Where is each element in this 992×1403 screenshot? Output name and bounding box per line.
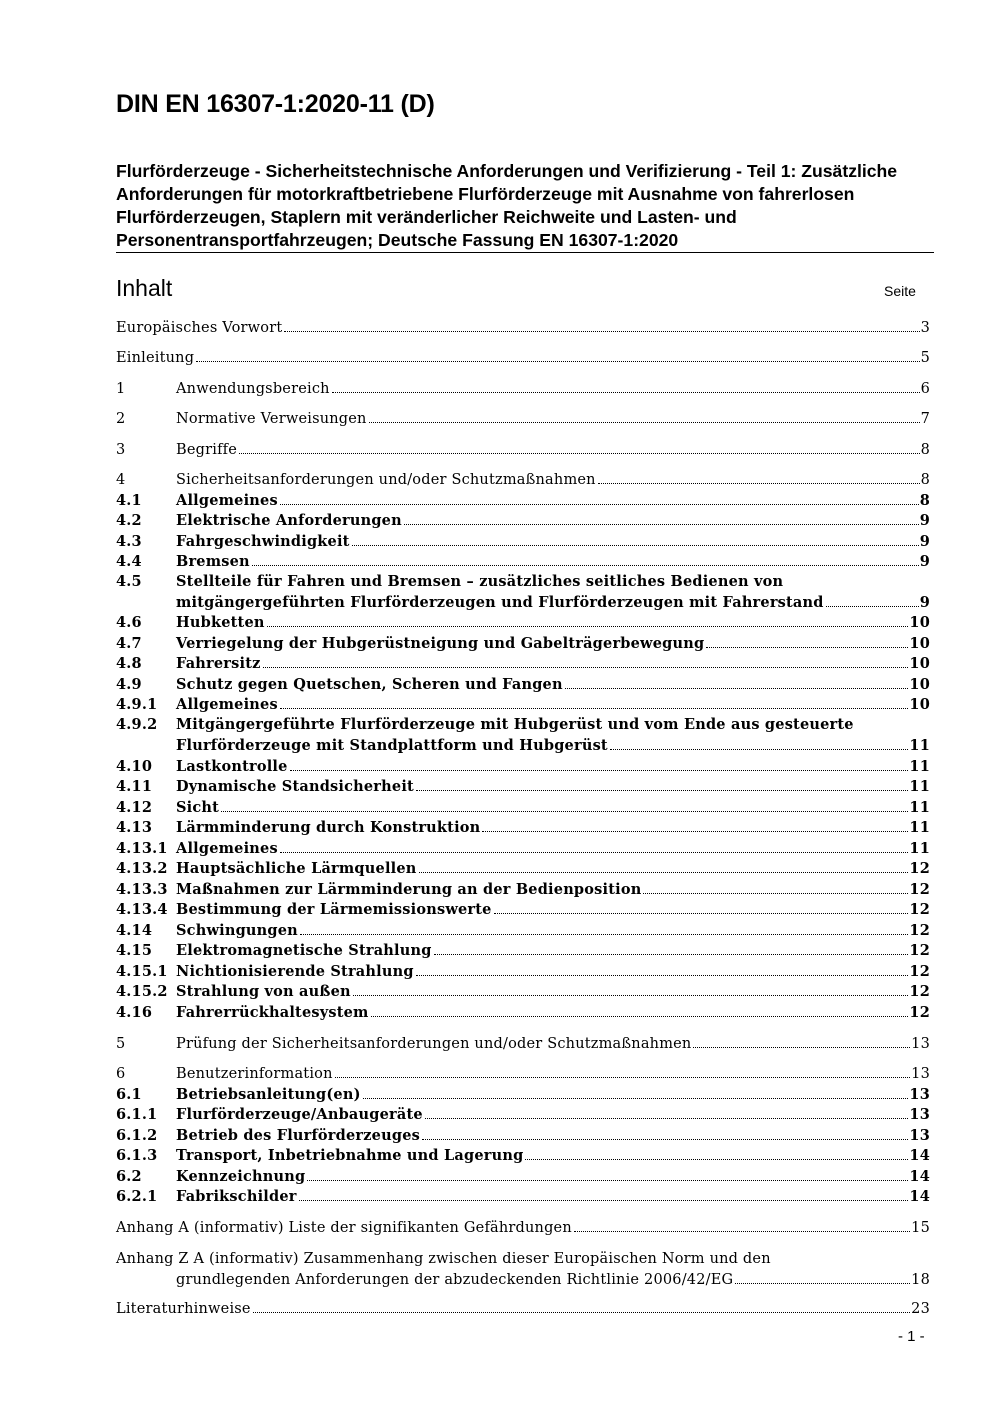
toc-entry-page: 12 <box>909 922 930 939</box>
toc-entry-title: Verriegelung der Hubgerüstneigung und Gabelträgerbewegung <box>176 635 705 652</box>
toc-entry-page: 12 <box>909 963 930 980</box>
toc-entry-title: Sicht <box>176 799 220 816</box>
toc-leader-dots <box>371 1015 909 1017</box>
toc-entry[interactable] <box>116 1085 930 1106</box>
toc-leader-dots <box>565 687 909 689</box>
toc-entry-title: Begriffe <box>176 442 238 458</box>
toc-entry-title: Nichtionisierende Strahlung <box>176 963 414 980</box>
toc-entry-title: Stellteile für Fahren und Bremsen – zusätzliches seitliches Bedienen von <box>176 573 784 590</box>
toc-entry-number: 6.1.1 <box>116 1106 158 1123</box>
toc-entry-number: 6 <box>116 1066 126 1082</box>
toc-entry-title: Kennzeichnung <box>176 1168 306 1185</box>
toc-entry-page: 13 <box>911 1066 930 1082</box>
toc-entry[interactable] <box>116 491 930 512</box>
toc-entry-title: Prüfung der Sicherheitsanforderungen und/oder Schutzmaßnahmen <box>176 1036 692 1052</box>
toc-entry-number: 6.2 <box>116 1168 142 1185</box>
toc-entry-page: 14 <box>909 1147 930 1164</box>
toc-entry-number: 4.15.2 <box>116 983 168 1000</box>
toc-entry-title: Anwendungsbereich <box>176 381 330 397</box>
toc-leader-dots <box>826 605 919 607</box>
toc-entry-title: Fabrikschilder <box>176 1188 297 1205</box>
toc-entry-page: 10 <box>909 655 930 672</box>
toc-entry-number: 4.15.1 <box>116 963 168 980</box>
toc-entry-page: 3 <box>920 320 930 336</box>
toc-entry-title: Allgemeines <box>176 696 278 713</box>
toc-leader-dots <box>422 1138 908 1140</box>
toc-entry-page: 10 <box>909 676 930 693</box>
toc-entry-title-continued: grundlegenden Anforderungen der abzudeckenden Richtlinie 2006/42/EG <box>176 1271 734 1288</box>
toc-leader-dots <box>299 1199 909 1201</box>
toc-entry-title: Lastkontrolle <box>176 758 288 775</box>
toc-entry[interactable] <box>116 962 930 983</box>
toc-leader-dots <box>574 1230 910 1232</box>
toc-entry-title: Normative Verweisungen <box>176 411 367 427</box>
toc-entry[interactable] <box>116 552 930 573</box>
toc-entry-title: Europäisches Vorwort <box>116 320 283 336</box>
toc-entry-title: Mitgängergeführte Flurförderzeuge mit Hubgerüst und vom Ende aus gesteuerte <box>176 716 854 733</box>
toc-entry-title: Strahlung von außen <box>176 983 351 1000</box>
toc-entry-number: 4.13 <box>116 819 153 836</box>
toc-leader-dots <box>307 1179 908 1181</box>
toc-entry-title: Bremsen <box>176 553 250 570</box>
toc-entry-page: 9 <box>919 553 930 570</box>
toc-entry-number: 4.13.2 <box>116 860 168 877</box>
toc-entry-title: Flurförderzeuge/Anbaugeräte <box>176 1106 423 1123</box>
toc-leader-dots <box>416 974 909 976</box>
toc-entry-title-continued: Flurförderzeuge mit Standplattform und Hubgerüst <box>176 736 608 754</box>
toc-entry[interactable] <box>116 675 930 696</box>
toc-entry-number: 4.2 <box>116 512 142 529</box>
toc-entry-page: 8 <box>919 492 930 509</box>
toc-entry[interactable] <box>116 1146 930 1167</box>
toc-entry-title: Hubketten <box>176 614 265 631</box>
toc-entry[interactable] <box>116 715 930 756</box>
toc-leader-dots <box>252 564 919 566</box>
footer-page-number: - 1 - <box>898 1328 925 1345</box>
toc-entry[interactable] <box>116 798 930 819</box>
toc-entry[interactable] <box>116 982 930 1003</box>
toc-leader-dots <box>300 933 909 935</box>
toc-entry-page: 23 <box>911 1301 930 1317</box>
toc-entry-number: 4.16 <box>116 1004 153 1021</box>
toc-leader-dots <box>284 330 919 332</box>
toc-entry[interactable] <box>116 900 930 921</box>
page-column-label: Seite <box>884 283 916 299</box>
toc-entry-title: Dynamische Standsicherheit <box>176 778 414 795</box>
toc-entry-title: Schutz gegen Quetschen, Scheren und Fangen <box>176 676 563 693</box>
toc-leader-dots <box>643 892 908 894</box>
toc-entry-number: 4.7 <box>116 635 142 652</box>
toc-leader-dots <box>404 523 919 525</box>
toc-leader-dots <box>482 830 908 832</box>
toc-entry[interactable] <box>116 1126 930 1147</box>
toc-entry-page: 11 <box>909 736 930 754</box>
toc-entry-page: 18 <box>911 1271 930 1288</box>
toc-entry-page: 11 <box>909 819 930 836</box>
toc-entry-page: 13 <box>909 1106 930 1123</box>
toc-entry-page: 14 <box>909 1188 930 1205</box>
toc-entry-number: 4.5 <box>116 573 142 590</box>
toc-entry-number: 4.4 <box>116 553 142 570</box>
toc-entry-page: 9 <box>919 593 930 611</box>
toc-entry-number: 4.13.4 <box>116 901 168 918</box>
toc-leader-dots <box>353 994 909 996</box>
toc-entry[interactable] <box>116 921 930 942</box>
toc-entry-number: 4.9 <box>116 676 142 693</box>
toc-entry-number: 4.10 <box>116 758 153 775</box>
toc-entry-title: Allgemeines <box>176 840 278 857</box>
toc-entry-number: 6.1 <box>116 1086 142 1103</box>
toc-entry-title: Transport, Inbetriebnahme und Lagerung <box>176 1147 524 1164</box>
toc-entry[interactable] <box>116 318 930 339</box>
toc-leader-dots <box>369 421 920 423</box>
toc-entry-page: 6 <box>920 381 930 397</box>
toc-entry-page: 10 <box>909 696 930 713</box>
toc-entry-title: Betriebsanleitung(en) <box>176 1086 361 1103</box>
toc-entry-title: Bestimmung der Lärmemissionswerte <box>176 901 492 918</box>
toc-entry-page: 12 <box>909 942 930 959</box>
toc-entry-number: 4.13.1 <box>116 840 168 857</box>
toc-entry[interactable] <box>116 818 930 839</box>
toc-entry-number: 2 <box>116 411 126 427</box>
toc-entry-title: Benutzerinformation <box>176 1066 333 1082</box>
toc-entry[interactable] <box>116 1034 930 1055</box>
toc-entry-title: Fahrgeschwindigkeit <box>176 533 350 550</box>
toc-entry-number: 5 <box>116 1036 126 1052</box>
toc-entry-title: Fahrersitz <box>176 655 261 672</box>
toc-entry-number: 4.9.1 <box>116 696 158 713</box>
toc-entry-page: 13 <box>909 1127 930 1144</box>
toc-entry-title: Anhang A (informativ) Liste der signifikanten Gefährdungen <box>116 1220 572 1236</box>
toc-entry-page: 5 <box>920 350 930 366</box>
toc-leader-dots <box>221 810 908 812</box>
toc-entry[interactable] <box>116 1218 930 1239</box>
toc-leader-dots <box>280 851 909 853</box>
toc-entry-title: Schwingungen <box>176 922 298 939</box>
toc-entry[interactable] <box>116 1064 930 1085</box>
toc-entry-number: 4.6 <box>116 614 142 631</box>
toc-entry-title-continued: mitgängergeführten Flurförderzeugen und Flurförderzeugen mit Fahrerstand <box>176 593 824 611</box>
toc-leader-dots <box>280 503 919 505</box>
toc-entry-page: 12 <box>909 1004 930 1021</box>
toc-entry-number: 6.1.3 <box>116 1147 158 1164</box>
toc-entry-number: 4.14 <box>116 922 153 939</box>
toc-entry[interactable] <box>116 379 930 400</box>
toc-entry-page: 11 <box>909 758 930 775</box>
toc-entry-page: 12 <box>909 983 930 1000</box>
toc-leader-dots <box>332 391 920 393</box>
toc-entry[interactable] <box>116 440 930 461</box>
toc-leader-dots <box>706 646 908 648</box>
toc-entry-page: 15 <box>911 1220 930 1236</box>
toc-entry[interactable] <box>116 654 930 675</box>
toc-entry-page: 14 <box>909 1168 930 1185</box>
toc-entry[interactable] <box>116 470 930 491</box>
toc-entry-title: Literaturhinweise <box>116 1301 251 1317</box>
toc-entry-title: Lärmminderung durch Konstruktion <box>176 819 481 836</box>
toc-entry-page: 12 <box>909 901 930 918</box>
toc-entry[interactable] <box>116 941 930 962</box>
toc-leader-dots <box>290 769 909 771</box>
toc-leader-dots <box>416 789 908 791</box>
toc-entry[interactable] <box>116 695 930 716</box>
toc-entry-title: Anhang Z A (informativ) Zusammenhang zwischen dieser Europäischen Norm und den <box>116 1251 771 1267</box>
toc-entry[interactable] <box>116 1167 930 1188</box>
toc-leader-dots <box>610 748 909 750</box>
toc-entry[interactable] <box>116 532 930 553</box>
toc-entry-page: 10 <box>909 635 930 652</box>
toc-entry-page: 13 <box>911 1036 930 1052</box>
toc-entry[interactable] <box>116 613 930 634</box>
toc-leader-dots <box>352 544 919 546</box>
toc-entry-page: 12 <box>909 881 930 898</box>
toc-heading: Inhalt <box>116 275 173 301</box>
toc-entry-page: 10 <box>909 614 930 631</box>
toc-entry-number: 1 <box>116 381 126 397</box>
toc-entry-number: 3 <box>116 442 126 458</box>
toc-entry-page: 13 <box>909 1086 930 1103</box>
toc-leader-dots <box>434 953 909 955</box>
toc-entry[interactable] <box>116 634 930 655</box>
toc-leader-dots <box>280 707 909 709</box>
toc-entry-title: Elektrische Anforderungen <box>176 512 402 529</box>
toc-leader-dots <box>239 452 920 454</box>
toc-entry-page: 11 <box>909 799 930 816</box>
toc-entry[interactable] <box>116 1249 930 1290</box>
toc-leader-dots <box>425 1117 909 1119</box>
toc-entry[interactable] <box>116 348 930 369</box>
toc-entry-title: Betrieb des Flurförderzeuges <box>176 1127 420 1144</box>
toc-entry[interactable] <box>116 1003 930 1024</box>
document-title: DIN EN 16307-1:2020-11 (D) <box>116 90 435 118</box>
toc-entry[interactable] <box>116 1299 930 1320</box>
toc-entry[interactable] <box>116 409 930 430</box>
toc-entry-title: Allgemeines <box>176 492 278 509</box>
toc-entry-page: 7 <box>920 411 930 427</box>
toc-entry-number: 4.11 <box>116 778 153 795</box>
toc-entry-page: 9 <box>919 533 930 550</box>
toc-entry-number: 4 <box>116 472 126 488</box>
toc-leader-dots <box>525 1158 908 1160</box>
toc-entry-page: 8 <box>920 442 930 458</box>
toc-entry[interactable] <box>116 839 930 860</box>
toc-entry-title: Elektromagnetische Strahlung <box>176 942 432 959</box>
toc-leader-dots <box>598 482 920 484</box>
toc-entry[interactable] <box>116 572 930 613</box>
toc-leader-dots <box>253 1311 910 1313</box>
toc-entry-page: 11 <box>909 778 930 795</box>
toc-entry[interactable] <box>116 859 930 880</box>
toc-entry-title: Einleitung <box>116 350 195 366</box>
toc-entry-title: Maßnahmen zur Lärmminderung an der Bedienposition <box>176 881 642 898</box>
toc-entry-number: 4.8 <box>116 655 142 672</box>
toc-leader-dots <box>693 1046 910 1048</box>
toc-entry[interactable] <box>116 511 930 532</box>
toc-leader-dots <box>419 871 909 873</box>
toc-entry[interactable] <box>116 1187 930 1208</box>
toc-entry-title: Fahrerrückhaltesystem <box>176 1004 369 1021</box>
toc-entry-number: 4.1 <box>116 492 142 509</box>
toc-entry-title: Sicherheitsanforderungen und/oder Schutzmaßnahmen <box>176 472 596 488</box>
document-subtitle: Flurförderzeuge - Sicherheitstechnische Anforderungen und Verifizierung - Teil 1: Zusätzliche Anforderungen für motorkraftbetriebene Flurförderzeuge mit Ausnahme von fahrerlosen Flurförderzeugen, Staplern mit veränderlicher Reichweite und Lasten- und Personentransportfahrzeugen; Deutsche Fassung EN 16307-1:2020 <box>116 161 898 250</box>
toc-entry-number: 6.1.2 <box>116 1127 158 1144</box>
toc-entry-number: 4.3 <box>116 533 142 550</box>
toc-entry-number: 6.2.1 <box>116 1188 158 1205</box>
toc-leader-dots <box>263 666 909 668</box>
toc-entry-number: 4.15 <box>116 942 153 959</box>
toc-entry[interactable] <box>116 1105 930 1126</box>
toc-entry[interactable] <box>116 880 930 901</box>
toc-entry-page: 11 <box>909 840 930 857</box>
toc-leader-dots <box>494 912 909 914</box>
toc-entry-page: 8 <box>920 472 930 488</box>
toc-leader-dots <box>335 1076 911 1078</box>
toc-entry-number: 4.9.2 <box>116 716 158 733</box>
toc-entry-title: Hauptsächliche Lärmquellen <box>176 860 417 877</box>
toc-leader-dots <box>363 1097 909 1099</box>
toc-entry[interactable] <box>116 777 930 798</box>
toc-entry-page: 12 <box>909 860 930 877</box>
toc-entry[interactable] <box>116 757 930 778</box>
toc-entry-number: 4.12 <box>116 799 153 816</box>
toc-entry-page: 9 <box>919 512 930 529</box>
toc-leader-dots <box>196 360 919 362</box>
toc-leader-dots <box>735 1282 910 1284</box>
toc-leader-dots <box>267 625 909 627</box>
toc-entry-number: 4.13.3 <box>116 881 168 898</box>
